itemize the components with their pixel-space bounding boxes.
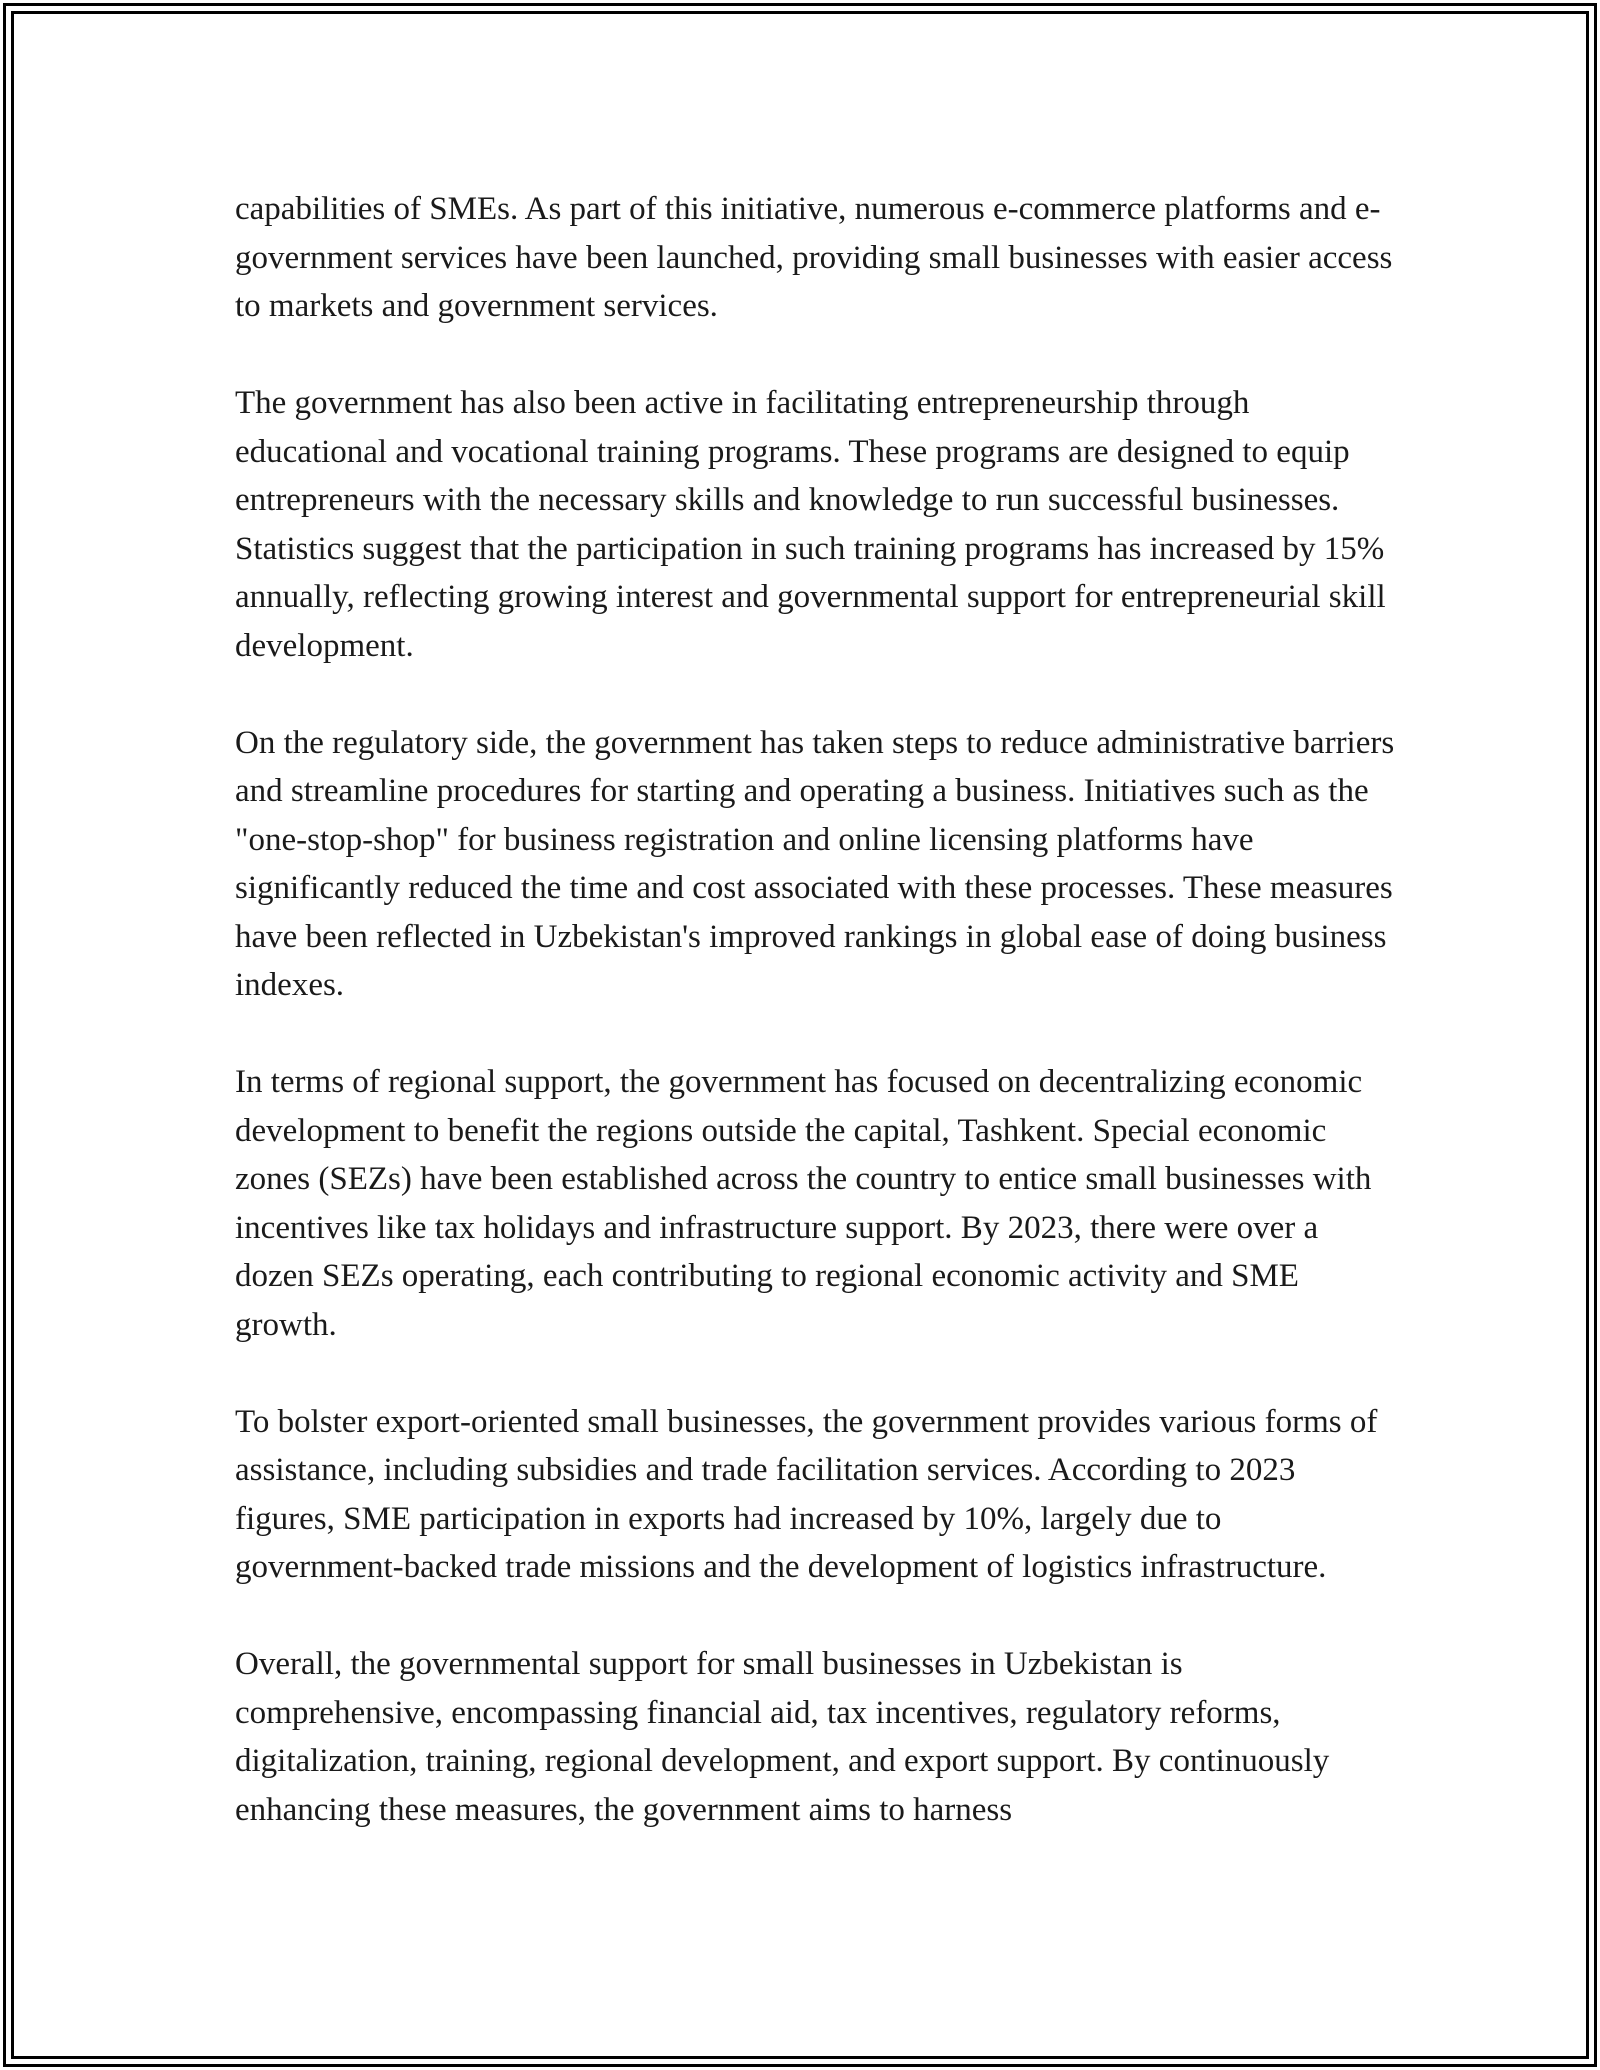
paragraph-regional-support: In terms of regional support, the government has focused on decentralizing economic development to benefit the regions outside the capital, Tashkent. Special economic zones (SEZs) have been established across the country to entice small businesses with incentives like tax holidays and infrastructure support. By 2023, there were over a dozen SEZs operating, each contributing to regional economic activity and SME growth.	[235, 1064, 1372, 1343]
paragraph-export-support: To bolster export-oriented small businesses, the government provides various forms of assistance, including subsidies and trade facilitation services. According to 2023 figures, SME participation in exports had increased by 10%, largely due to government-backed trade missions and the development of logistics infrastructure.	[235, 1403, 1378, 1585]
paragraph-training-programs: The government has also been active in facilitating entrepreneurship through educational and vocational training programs. These programs are designed to equip entrepreneurs with the necessary skills and knowledge to run successful businesses. Statistics suggest that the participation in such training programs has increased by 15% annually, reflecting growing interest and governmental support for entrepreneurial skill development.	[235, 385, 1386, 664]
paragraph-overall-summary: Overall, the governmental support for small businesses in Uzbekistan is comprehensive, encompassing financial aid, tax incentives, regulatory reforms, digitalization, training, regional development, and export support. By continuously enhancing these measures, the government aims to harness	[235, 1646, 1330, 1828]
paragraph-digitalization-continued: capabilities of SMEs. As part of this initiative, numerous e-commerce platforms and e-government services have been launched, providing small businesses with easier access to markets and government services.	[235, 191, 1393, 324]
paragraph-regulatory-reforms: On the regulatory side, the government has taken steps to reduce administrative barriers and streamline procedures for starting and operating a business. Initiatives such as the "one-stop-shop" for business registration and online licensing platforms have significantly reduced the time and cost associated with these processes. These measures have been reflected in Uzbekistan's improved rankings in global ease of doing business indexes.	[235, 724, 1395, 1003]
document-body	[235, 185, 1395, 1834]
